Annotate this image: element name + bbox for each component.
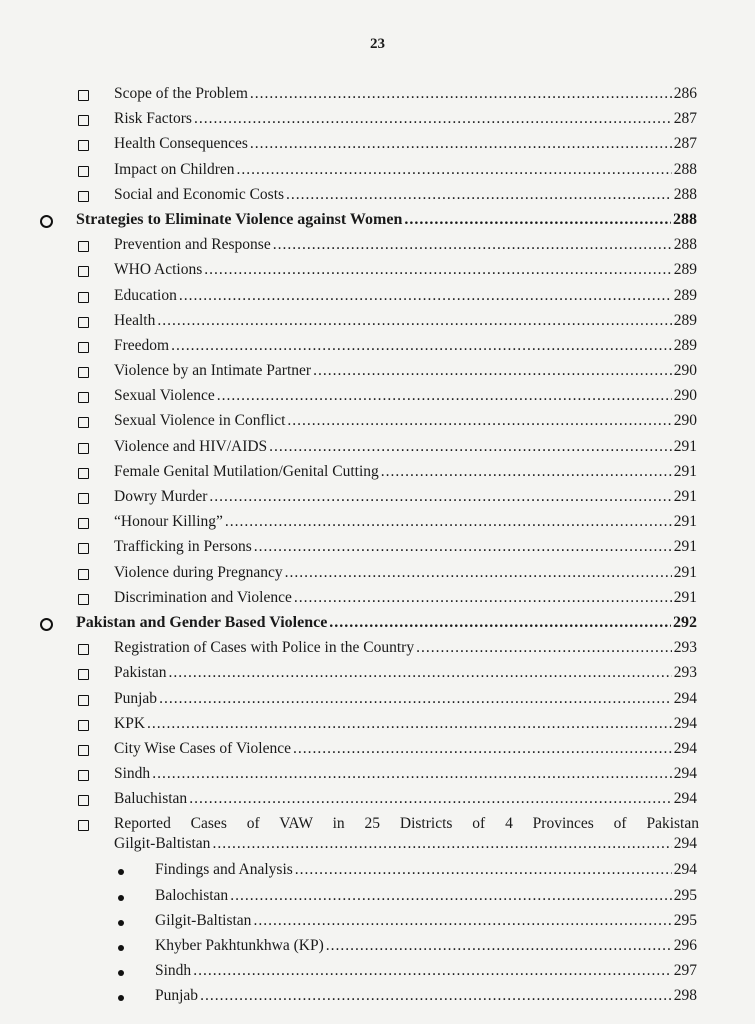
toc-entry-violence-during-pregnancy (0, 563, 755, 588)
toc-entry-title: Health Consequences (114, 135, 248, 153)
toc-page-number: 291 (673, 538, 697, 556)
toc-entry-title: Sexual Violence in Conflict (114, 412, 286, 430)
toc-entry-line (114, 663, 697, 683)
toc-page-number: 298 (673, 987, 697, 1005)
toc-page-number: 294 (673, 765, 697, 783)
checkbox-square-icon (78, 569, 89, 580)
toc-entry-freedom (0, 336, 755, 361)
toc-entry-line (76, 210, 697, 230)
checkbox-square-icon (78, 292, 89, 303)
toc-page-number: 287 (673, 135, 697, 153)
toc-entry-line (114, 714, 697, 734)
toc-page-number: 290 (673, 387, 697, 405)
toc-entry-health (0, 311, 755, 336)
dot-leader (189, 789, 672, 809)
toc-entry-strategies-to-eliminate-violence-against-women (0, 210, 755, 235)
toc-entry-reported-cases-of-vaw-in-25-districts-of-4-provinces-of-pakistan (0, 814, 755, 860)
toc-page-number: 295 (673, 911, 697, 929)
dot-leader (169, 663, 672, 683)
dot-leader (159, 689, 672, 709)
round-bullet-icon (118, 970, 124, 976)
toc-entry-line (114, 789, 697, 809)
toc-page-number: 294 (673, 714, 697, 732)
dot-leader (225, 512, 672, 532)
toc-entry-title: Education (114, 286, 177, 304)
dot-leader (171, 336, 672, 356)
dot-leader (416, 638, 672, 658)
toc-entry-line (114, 764, 697, 784)
toc-entry-title: Registration of Cases with Police in the Country (114, 639, 415, 657)
toc-entry-title: Freedom (114, 336, 170, 354)
toc-entry-title: Punjab (155, 987, 199, 1005)
checkbox-square-icon (78, 795, 89, 806)
checkbox-square-icon (78, 342, 89, 353)
toc-entry-title: Strategies to Eliminate Violence against Women (76, 210, 403, 228)
dot-leader (286, 185, 672, 205)
toc-entry-line (114, 311, 697, 331)
dot-leader (329, 613, 671, 633)
toc-entry-title: Sindh (155, 962, 192, 980)
toc-entry-line (114, 84, 697, 104)
dot-leader (295, 860, 672, 880)
toc-page-number: 289 (673, 261, 697, 279)
toc-entry-title: Sexual Violence (114, 387, 215, 405)
dot-leader (253, 911, 671, 931)
toc-entry-line (155, 860, 697, 880)
checkbox-square-icon (78, 468, 89, 479)
toc-entry-balochistan (0, 886, 755, 911)
dot-leader (209, 487, 671, 507)
toc-page-number: 297 (673, 962, 697, 980)
toc-entry-honour-killing (0, 512, 755, 537)
checkbox-square-icon (78, 266, 89, 277)
toc-entry-title: Health (114, 311, 156, 329)
toc-entry-impact-on-children (0, 160, 755, 185)
toc-page-number: 294 (673, 689, 697, 707)
toc-entry-line (155, 911, 697, 931)
toc-page-number: 296 (673, 937, 697, 954)
toc-entry-title: “Honour Killing” (114, 513, 223, 531)
toc-entry-sexual-violence-in-conflict (0, 411, 755, 436)
dot-leader (152, 764, 672, 784)
toc-page-number: 294 (673, 739, 697, 757)
toc-page-number: 293 (673, 664, 697, 682)
checkbox-square-icon (78, 820, 89, 831)
toc-entry-line (114, 134, 697, 154)
toc-entry-line (114, 487, 697, 507)
toc-entry-line (76, 613, 697, 633)
dot-leader (217, 386, 672, 406)
toc-entry-risk-factors (0, 109, 755, 134)
dot-leader (273, 235, 672, 255)
toc-entry-line (114, 834, 697, 854)
checkbox-square-icon (78, 720, 89, 731)
toc-page-number: 295 (673, 886, 697, 904)
dot-leader (230, 886, 672, 906)
dot-leader (157, 311, 671, 331)
checkbox-square-icon (78, 166, 89, 177)
toc-entry-line (114, 286, 697, 306)
checkbox-square-icon (78, 543, 89, 554)
toc-entry-pakistan (0, 663, 755, 688)
toc-entry-scope-of-the-problem (0, 84, 755, 109)
toc-entry-title: Risk Factors (114, 110, 192, 128)
toc-page-number: 288 (673, 236, 697, 254)
toc-entry-line (114, 437, 697, 457)
toc-entry-pakistan-and-gender-based-violence (0, 613, 755, 638)
toc-entry-title: Gilgit-Baltistan (155, 911, 252, 929)
toc-entry-sindh (0, 764, 755, 789)
checkbox-square-icon (78, 90, 89, 101)
toc-entry-title: Balochistan (155, 886, 229, 904)
circle-bullet-icon (40, 618, 53, 631)
toc-entry-title: Baluchistan (114, 790, 188, 808)
checkbox-square-icon (78, 644, 89, 655)
toc-entry-line (114, 260, 697, 280)
toc-entry-female-genital-mutilation-genital-cutting (0, 462, 755, 487)
toc-page-number: 289 (673, 336, 697, 354)
checkbox-square-icon (78, 317, 89, 328)
toc-entry-dowry-murder (0, 487, 755, 512)
toc-entry-title: Dowry Murder (114, 488, 208, 505)
dot-leader (326, 936, 672, 956)
dot-leader (293, 739, 672, 759)
toc-entry-title: Punjab (114, 689, 158, 707)
toc-entry-line (114, 361, 697, 381)
toc-entry-sindh (0, 961, 755, 986)
toc-page-number: 287 (673, 110, 697, 128)
toc-page-number: 288 (673, 160, 697, 178)
checkbox-square-icon (78, 745, 89, 756)
checkbox-square-icon (78, 518, 89, 529)
dot-leader (200, 986, 672, 1006)
toc-entry-line (155, 886, 697, 906)
checkbox-square-icon (78, 493, 89, 504)
toc-page-number: 286 (673, 85, 697, 102)
toc-page-number: 291 (673, 563, 697, 581)
toc-entry-line (114, 537, 697, 557)
toc-entry-line (114, 739, 697, 759)
page-number: 23 (370, 36, 385, 52)
round-bullet-icon (118, 995, 124, 1001)
toc-entry-title: Pakistan and Gender Based Violence (76, 613, 328, 631)
toc-entry-line (114, 235, 697, 255)
toc-page-number: 291 (673, 588, 697, 606)
dot-leader (204, 260, 671, 280)
toc-page-number: 291 (673, 513, 697, 531)
toc-entry-line (114, 386, 697, 406)
dot-leader (194, 109, 672, 129)
dot-leader (179, 286, 672, 306)
toc-entry-line (155, 986, 697, 1006)
toc-page-number: 289 (673, 286, 697, 304)
checkbox-square-icon (78, 140, 89, 151)
toc-entry-title: Social and Economic Costs (114, 185, 285, 203)
toc-entry-title: Sindh (114, 765, 151, 783)
round-bullet-icon (118, 920, 124, 926)
toc-entry-education (0, 286, 755, 311)
toc-entry-line (114, 563, 697, 583)
toc-entry-line (114, 160, 697, 180)
dot-leader (287, 411, 671, 431)
dot-leader (250, 84, 672, 104)
toc-entry-findings-and-analysis (0, 860, 755, 885)
toc-page-number: 294 (673, 835, 697, 853)
round-bullet-icon (118, 869, 124, 875)
toc-page-number: 291 (673, 462, 697, 480)
toc-entry-line (114, 336, 697, 356)
toc-entry-health-consequences (0, 134, 755, 159)
toc-entry-title: WHO Actions (114, 261, 203, 279)
toc-entry-line (155, 961, 697, 981)
toc-entry-title: Trafficking in Persons (114, 538, 252, 556)
checkbox-square-icon (78, 594, 89, 605)
toc-entry-punjab (0, 986, 755, 1011)
toc-page-number: 289 (673, 311, 697, 329)
toc-page-number: 291 (673, 488, 697, 505)
toc-entry-title: Scope of the Problem (114, 85, 248, 102)
dot-leader (404, 210, 671, 230)
toc-entry-title: Female Genital Mutilation/Genital Cutting (114, 462, 379, 480)
toc-entry-title: KPK (114, 714, 146, 732)
toc-entry-prevention-and-response (0, 235, 755, 260)
dot-leader (212, 834, 671, 854)
toc-entry-violence-and-hiv-aids (0, 437, 755, 462)
checkbox-square-icon (78, 392, 89, 403)
toc-entry-line (114, 411, 697, 431)
toc-entry-line (114, 185, 697, 205)
toc-page-number: 288 (673, 185, 697, 203)
toc-entry-line (114, 109, 697, 129)
dot-leader (237, 160, 672, 180)
toc-entry-title: Violence by an Intimate Partner (114, 362, 312, 380)
toc-entry-title: Discrimination and Violence (114, 588, 292, 606)
toc-entry-gilgit-baltistan (0, 911, 755, 936)
dot-leader (294, 588, 672, 608)
toc-page-number: 288 (673, 210, 697, 228)
toc-entry-title: Impact on Children (114, 160, 235, 178)
dot-leader (147, 714, 672, 734)
checkbox-square-icon (78, 417, 89, 428)
toc-page-number: 290 (673, 412, 697, 430)
toc-entry-title: Reported Cases of VAW in 25 Districts of 4 Provinces of Pakistan (114, 815, 699, 833)
toc-entry-line (114, 462, 697, 482)
toc-page-number: 294 (673, 861, 697, 879)
toc-entry-baluchistan (0, 789, 755, 814)
toc-entry-title: Findings and Analysis (155, 861, 293, 879)
toc-entry-line (114, 588, 697, 608)
toc-entry-punjab (0, 689, 755, 714)
checkbox-square-icon (78, 695, 89, 706)
toc-entry-line (114, 638, 697, 658)
toc-entry-social-and-economic-costs (0, 185, 755, 210)
checkbox-square-icon (78, 241, 89, 252)
toc-entry-title: City Wise Cases of Violence (114, 739, 291, 757)
dot-leader (250, 134, 672, 154)
toc-entry-city-wise-cases-of-violence (0, 739, 755, 764)
dot-leader (269, 437, 672, 457)
dot-leader (254, 537, 672, 557)
checkbox-square-icon (78, 115, 89, 126)
table-of-contents (0, 84, 755, 1012)
toc-page-number: 294 (673, 790, 697, 808)
round-bullet-icon (118, 945, 124, 951)
toc-entry-who-actions (0, 260, 755, 285)
toc-page-number: 293 (673, 639, 697, 657)
round-bullet-icon (118, 895, 124, 901)
toc-entry-sexual-violence (0, 386, 755, 411)
toc-entry-title: Prevention and Response (114, 236, 271, 254)
checkbox-square-icon (78, 443, 89, 454)
dot-leader (313, 361, 672, 381)
checkbox-square-icon (78, 770, 89, 781)
toc-entry-title: Violence during Pregnancy (114, 563, 283, 581)
toc-entry-title-continued: Gilgit-Baltistan (114, 835, 211, 853)
toc-entry-discrimination-and-violence (0, 588, 755, 613)
dot-leader (193, 961, 672, 981)
checkbox-square-icon (78, 367, 89, 378)
toc-entry-khyber-pakhtunkhwa-kp (0, 936, 755, 961)
toc-entry-kpk (0, 714, 755, 739)
circle-bullet-icon (40, 215, 53, 228)
toc-entry-title: Violence and HIV/AIDS (114, 437, 268, 455)
toc-entry-line (114, 512, 697, 532)
toc-page-number: 291 (673, 437, 697, 455)
dot-leader (285, 563, 672, 583)
toc-page-number: 292 (673, 613, 697, 631)
toc-entry-trafficking-in-persons (0, 537, 755, 562)
checkbox-square-icon (78, 191, 89, 202)
toc-entry-line (155, 936, 697, 956)
toc-entry-registration-of-cases-with-police-in-the-country (0, 638, 755, 663)
toc-entry-violence-by-an-intimate-partner (0, 361, 755, 386)
toc-entry-title: Khyber Pakhtunkhwa (KP) (155, 937, 324, 954)
toc-page-number: 290 (673, 362, 697, 380)
toc-entry-line (114, 689, 697, 709)
checkbox-square-icon (78, 669, 89, 680)
toc-entry-title: Pakistan (114, 664, 167, 682)
dot-leader (381, 462, 672, 482)
